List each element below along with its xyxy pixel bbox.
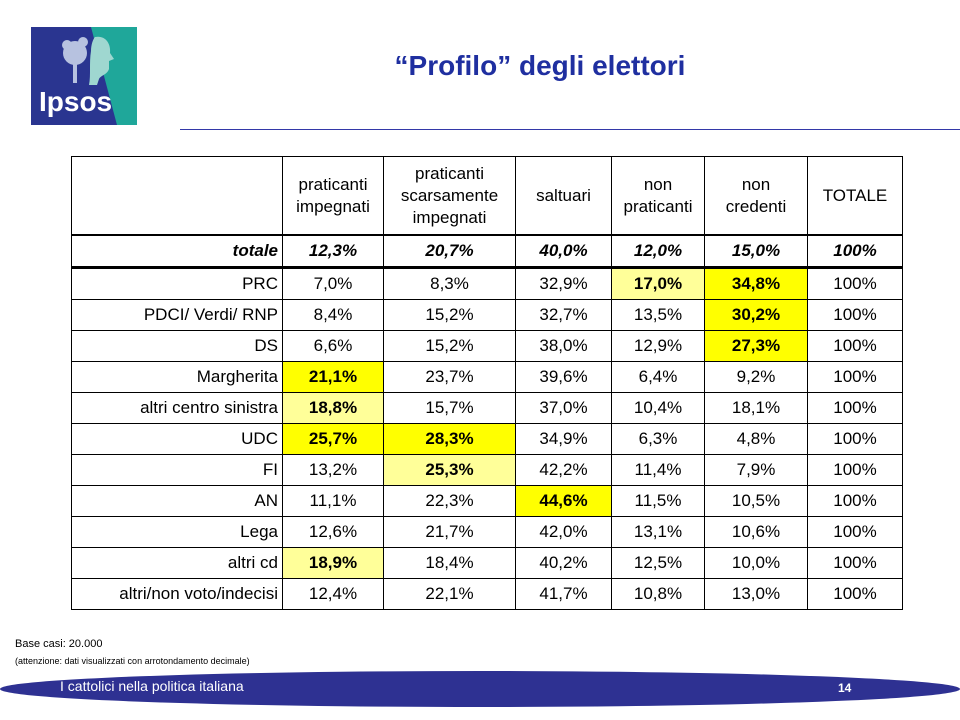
row-label: totale [72,235,283,268]
table-cell: 38,0% [516,331,612,362]
row-label: altri cd [72,548,283,579]
header-non-praticanti: non praticanti [612,157,705,236]
table-cell: 100% [808,486,903,517]
table-cell: 10,6% [705,517,808,548]
table-cell: 10,0% [705,548,808,579]
table-cell: 10,5% [705,486,808,517]
header-totale: TOTALE [808,157,903,236]
table-cell: 22,1% [384,579,516,610]
table-row [72,268,903,300]
table-cell: 40,2% [516,548,612,579]
table-cell: 6,4% [612,362,705,393]
table-row [72,393,903,424]
table-cell: 100% [808,331,903,362]
table-cell: 100% [808,235,903,268]
table-cell: 18,9% [283,548,384,579]
table-row [72,579,903,610]
table-row [72,486,903,517]
table-row [72,455,903,486]
row-label: PRC [72,268,283,300]
table-cell: 11,5% [612,486,705,517]
base-note: Base casi: 20.000 [15,638,103,650]
table-cell: 13,0% [705,579,808,610]
table-cell: 32,7% [516,300,612,331]
table-cell: 37,0% [516,393,612,424]
table-cell: 12,6% [283,517,384,548]
table-cell: 15,2% [384,300,516,331]
table-cell: 9,2% [705,362,808,393]
table-cell: 20,7% [384,235,516,268]
title-divider [180,129,960,130]
table-cell: 28,3% [384,424,516,455]
table-cell: 40,0% [516,235,612,268]
table-cell: 100% [808,424,903,455]
row-label: Lega [72,517,283,548]
table-cell: 15,2% [384,331,516,362]
table-header-row [72,157,903,236]
page-number: 14 [838,681,852,695]
table-cell: 12,4% [283,579,384,610]
table-cell: 13,1% [612,517,705,548]
table-cell: 7,0% [283,268,384,300]
table-cell: 42,2% [516,455,612,486]
voter-profile-table [71,156,903,610]
table-cell: 27,3% [705,331,808,362]
table-cell: 25,3% [384,455,516,486]
table-cell: 32,9% [516,268,612,300]
header-corner [72,157,283,236]
table-cell: 10,4% [612,393,705,424]
page-title: “Profilo” degli elettori [394,50,686,81]
table-cell: 100% [808,393,903,424]
row-label: FI [72,455,283,486]
table-row [72,424,903,455]
header-non-credenti: non credenti [705,157,808,236]
table-cell: 44,6% [516,486,612,517]
table-cell: 6,6% [283,331,384,362]
header-saltuari: saltuari [516,157,612,236]
table-cell: 17,0% [612,268,705,300]
table-cell: 18,8% [283,393,384,424]
row-label: AN [72,486,283,517]
row-label: Margherita [72,362,283,393]
row-label: UDC [72,424,283,455]
table-total-row [72,235,903,268]
row-label: altri centro sinistra [72,393,283,424]
table-cell: 6,3% [612,424,705,455]
row-label: DS [72,331,283,362]
table-cell: 34,9% [516,424,612,455]
table-cell: 42,0% [516,517,612,548]
table-cell: 11,4% [612,455,705,486]
table-cell: 4,8% [705,424,808,455]
table-cell: 15,0% [705,235,808,268]
table-cell: 11,1% [283,486,384,517]
table-cell: 23,7% [384,362,516,393]
row-label: altri/non voto/indecisi [72,579,283,610]
table-cell: 18,1% [705,393,808,424]
table-cell: 100% [808,517,903,548]
header-praticanti-impegnati: praticanti impegnati [283,157,384,236]
row-label: PDCI/ Verdi/ RNP [72,300,283,331]
table-cell: 34,8% [705,268,808,300]
table-cell: 22,3% [384,486,516,517]
table-cell: 100% [808,455,903,486]
table-cell: 100% [808,579,903,610]
table-cell: 12,9% [612,331,705,362]
table-cell: 100% [808,362,903,393]
table-cell: 13,2% [283,455,384,486]
table-cell: 21,1% [283,362,384,393]
table-cell: 10,8% [612,579,705,610]
header-praticanti-scarsamente: praticanti scarsamente impegnati [384,157,516,236]
table-cell: 13,5% [612,300,705,331]
table-row [72,548,903,579]
table-row [72,362,903,393]
table-cell: 100% [808,300,903,331]
rounding-note: (attenzione: dati visualizzati con arrotondamento decimale) [15,656,250,666]
ipsos-logo [31,27,137,125]
table-cell: 39,6% [516,362,612,393]
table-cell: 15,7% [384,393,516,424]
table-cell: 41,7% [516,579,612,610]
table-row [72,300,903,331]
logo-text: Ipsos [39,86,113,117]
table-row [72,331,903,362]
table-cell: 30,2% [705,300,808,331]
table-cell: 25,7% [283,424,384,455]
table-body [72,268,903,610]
table-cell: 12,3% [283,235,384,268]
table-cell: 7,9% [705,455,808,486]
table-cell: 8,4% [283,300,384,331]
table-cell: 12,0% [612,235,705,268]
table-cell: 12,5% [612,548,705,579]
table-cell: 8,3% [384,268,516,300]
table-cell: 100% [808,548,903,579]
table-cell: 21,7% [384,517,516,548]
table-row [72,517,903,548]
footer-title: I cattolici nella politica italiana [60,678,244,694]
table-cell: 100% [808,268,903,300]
table-cell: 18,4% [384,548,516,579]
